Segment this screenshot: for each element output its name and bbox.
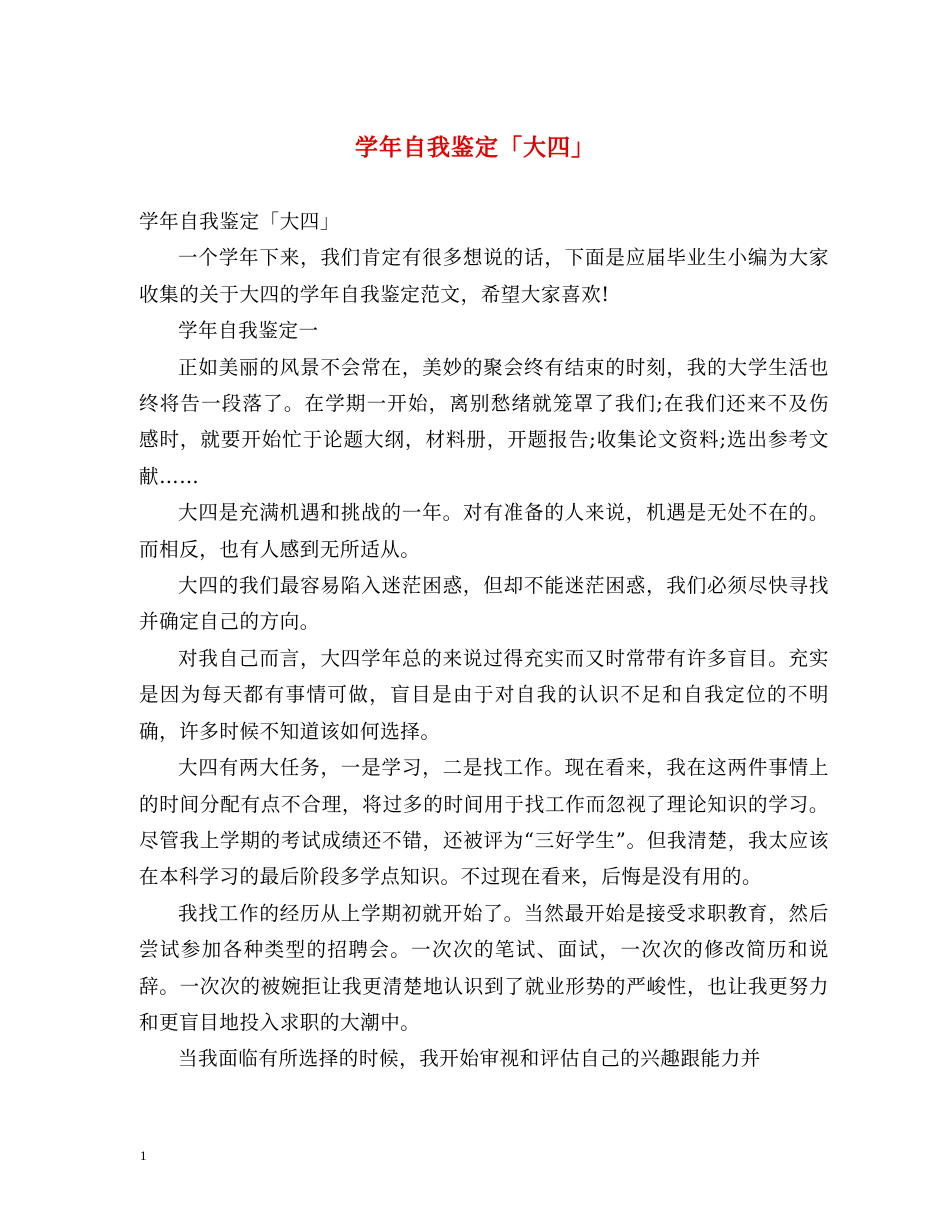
paragraph: 我找工作的经历从上学期初就开始了。当然最开始是接受求职教育，然后尝试参加各种类型的招聘会。一次次的笔试、面试，一次次的修改简历和说辞。一次次的被婉拒让我更清楚地认识到了就业形势的严峻性，也让我更努力和更盲目地投入求职的大潮中。 <box>139 901 829 1034</box>
document-body <box>139 204 829 1078</box>
paragraph: 大四是充满机遇和挑战的一年。对有准备的人来说，机遇是无处不在的。而相反，也有人感到无所适从。 <box>139 501 829 561</box>
paragraph-section-heading: 学年自我鉴定一 <box>178 319 319 343</box>
paragraph-intro: 一个学年下来，我们肯定有很多想说的话，下面是应届毕业生小编为大家收集的关于大四的学年自我鉴定范文，希望大家喜欢! <box>139 246 829 306</box>
paragraph: 对我自己而言，大四学年总的来说过得充实而又时常带有许多盲目。充实是因为每天都有事情可做，盲目是由于对自我的认识不足和自我定位的不明确，许多时候不知道该如何选择。 <box>139 646 829 743</box>
paragraph: 大四有两大任务，一是学习，二是找工作。现在看来，我在这两件事情上的时间分配有点不合理，将过多的时间用于找工作而忽视了理论知识的学习。尽管我上学期的考试成绩还不错，还被评为“三好学生”。但我清楚，我太应该在本科学习的最后阶段多学点知识。不过现在看来，后悔是没有用的。 <box>139 756 829 889</box>
paragraph: 当我面临有所选择的时候，我开始审视和评估自己的兴趣跟能力并 <box>178 1047 761 1071</box>
paragraph-heading: 学年自我鉴定「大四」 <box>139 210 341 233</box>
page-number: 1 <box>140 1148 147 1163</box>
document-title: 学年自我鉴定「大四」 <box>355 134 595 161</box>
paragraph: 正如美丽的风景不会常在，美妙的聚会终有结束的时刻，我的大学生活也终将告一段落了。在学期一开始，离别愁绪就笼罩了我们;在我们还来不及伤感时，就要开始忙于论题大纲，材料册，开题报告;收集论文资料;选出参考文献…… <box>139 355 829 488</box>
paragraph: 大四的我们最容易陷入迷茫困惑，但却不能迷茫困惑，我们必须尽快寻找并确定自己的方向。 <box>139 574 829 634</box>
